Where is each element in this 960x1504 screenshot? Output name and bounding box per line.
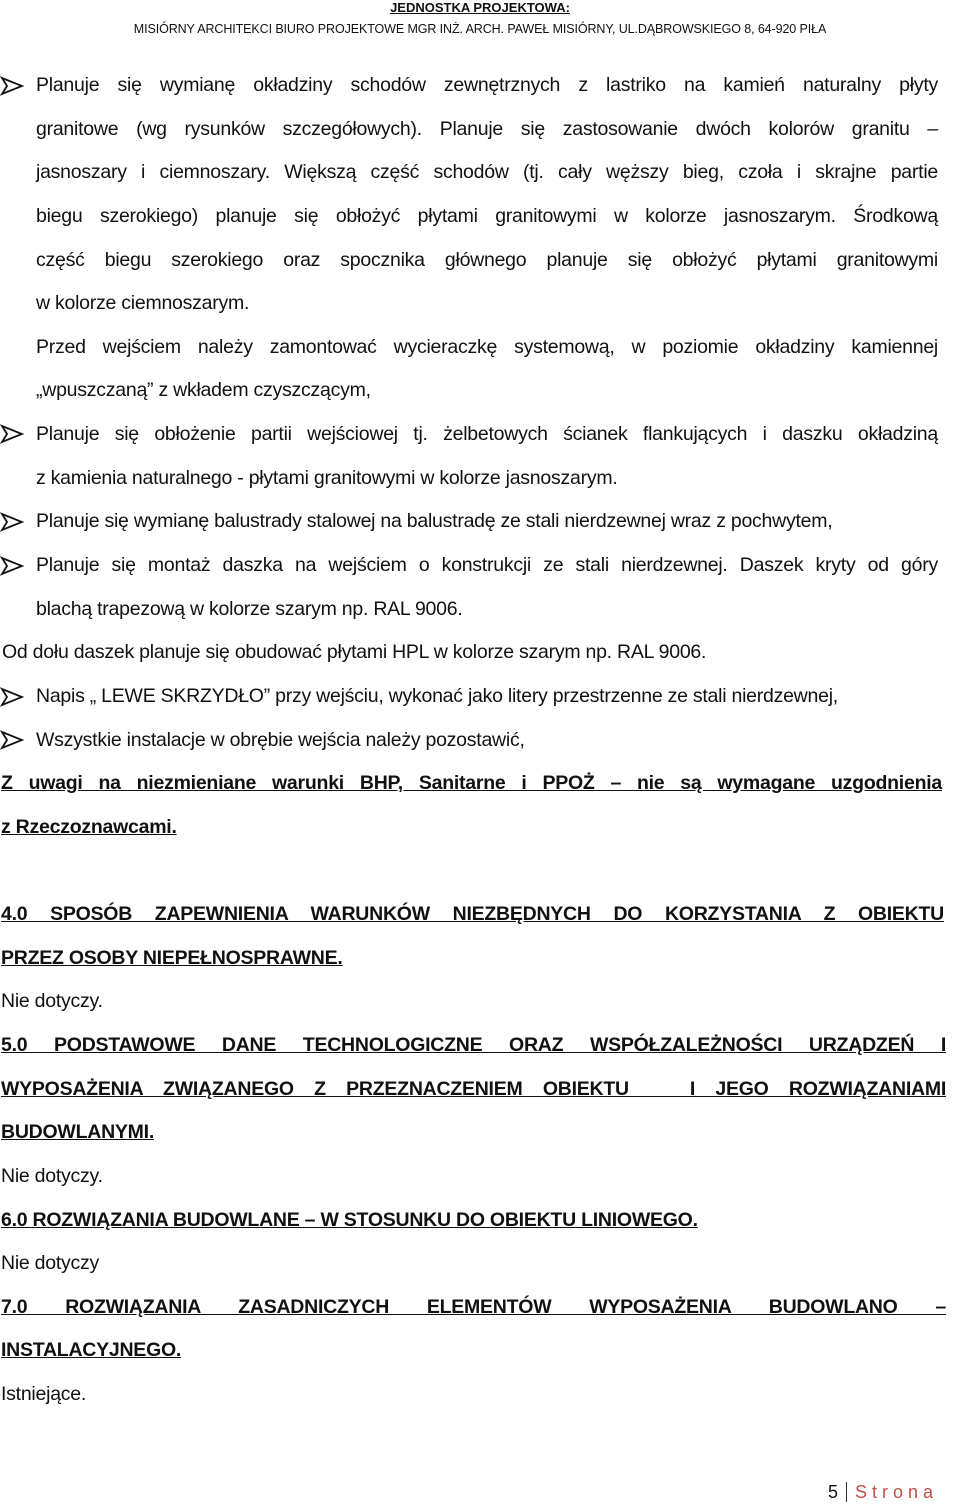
- arrow-bullet-icon: [0, 686, 24, 708]
- section-5-title: BUDOWLANYMI.: [1, 1121, 154, 1143]
- arrow-bullet-icon: [0, 511, 24, 533]
- paragraph-line: Planuje się wymianę balustrady stalowej na balustradę ze stali nierdzewnej wraz z pochwytem,: [36, 510, 833, 532]
- arrow-bullet-icon: [0, 555, 24, 577]
- section-6-text: Nie dotyczy: [1, 1252, 100, 1274]
- paragraph-line: część biegu szerokiego oraz spocznika głównego planuje się obłożyć płytami granitowymi: [36, 249, 938, 271]
- paragraph-line: blachą trapezową w kolorze szarym np. RAL 9006.: [36, 598, 463, 620]
- bhp-statement-line: Z uwagi na niezmieniane warunki BHP, Sanitarne i PPOŻ – nie są wymagane uzgodnienia: [1, 772, 942, 794]
- arrow-bullet-icon: [0, 75, 24, 97]
- paragraph-line: Napis „ LEWE SKRZYDŁO” przy wejściu, wykonać jako litery przestrzenne ze stali nierdzewnej,: [36, 685, 838, 707]
- section-7-title: 7.0 ROZWIĄZANIA ZASADNICZYCH ELEMENTÓW WYPOSAŻENIA BUDOWLANO –: [1, 1296, 946, 1318]
- section-7-text: Istniejące.: [1, 1383, 87, 1405]
- paragraph-line: jasnoszary i ciemnoszary. Większą część schodów (tj. cały węższy bieg, czoła i skrajne partie: [36, 161, 938, 183]
- section-6-title: 6.0 ROZWIĄZANIA BUDOWLANE – W STOSUNKU DO OBIEKTU LINIOWEGO.: [1, 1209, 698, 1231]
- paragraph-line: Wszystkie instalacje w obrębie wejścia należy pozostawić,: [36, 729, 525, 751]
- paragraph-line: Planuje się montaż daszka na wejściem o konstrukcji ze stali nierdzewnej. Daszek kryty od góry: [36, 554, 938, 576]
- page-number: 5: [828, 1482, 847, 1502]
- paragraph-line: granitowe (wg rysunków szczegółowych). Planuje się zastosowanie dwóch kolorów granitu –: [36, 118, 938, 140]
- section-4-text: Nie dotyczy.: [1, 990, 103, 1012]
- section-5-title: WYPOSAŻENIA ZWIĄZANEGO Z PRZEZNACZENIEM OBIEKTU I JEGO ROZWIĄZANIAMI: [1, 1078, 946, 1100]
- section-4-title: 4.0 SPOSÓB ZAPEWNIENIA WARUNKÓW NIEZBĘDNYCH DO KORZYSTANIA Z OBIEKTU: [1, 903, 944, 925]
- page-word: Strona: [854, 1482, 938, 1502]
- paragraph-line: z kamienia naturalnego - płytami granitowymi w kolorze jasnoszarym.: [36, 467, 618, 489]
- section-7-title: INSTALACYJNEGO.: [1, 1339, 182, 1361]
- section-5-text: Nie dotyczy.: [1, 1165, 103, 1187]
- section-5-title: 5.0 PODSTAWOWE DANE TECHNOLOGICZNE ORAZ WSPÓŁZALEŻNOŚCI URZĄDZEŃ I: [1, 1034, 946, 1056]
- paragraph-line: biegu szerokiego) planuje się obłożyć płytami granitowymi w kolorze jasnoszarym. Środkową: [36, 205, 938, 227]
- paragraph-line: „wpuszczaną” z wkładem czyszczącym,: [36, 379, 371, 401]
- header-company-line: MISIÓRNY ARCHITEKCI BIURO PROJEKTOWE MGR INŻ. ARCH. PAWEŁ MISIÓRNY, UL.DĄBROWSKIEGO 8, 64-920 PIŁA: [133, 22, 827, 36]
- paragraph-line: Planuje się wymianę okładziny schodów zewnętrznych z lastriko na kamień naturalny płyty: [36, 74, 938, 96]
- header-unit-title: JEDNOSTKA PROJEKTOWA:: [390, 0, 570, 15]
- paragraph-line: w kolorze ciemnoszarym.: [36, 292, 250, 314]
- arrow-bullet-icon: [0, 423, 24, 445]
- paragraph-line: Przed wejściem należy zamontować wycieraczkę systemową, w poziomie okładziny kamiennej: [36, 336, 938, 358]
- paragraph-line: Planuje się obłożenie partii wejściowej tj. żelbetowych ścianek flankujących i daszku okładziną: [36, 423, 938, 445]
- paragraph-line: Od dołu daszek planuje się obudować płytami HPL w kolorze szarym np. RAL 9006.: [2, 641, 707, 663]
- document-header: [0, 0, 960, 37]
- section-4-title: PRZEZ OSOBY NIEPEŁNOSPRAWNE.: [1, 947, 343, 969]
- bhp-statement-line: z Rzeczoznawcami.: [1, 816, 177, 838]
- page-footer: [828, 1482, 938, 1502]
- arrow-bullet-icon: [0, 729, 24, 751]
